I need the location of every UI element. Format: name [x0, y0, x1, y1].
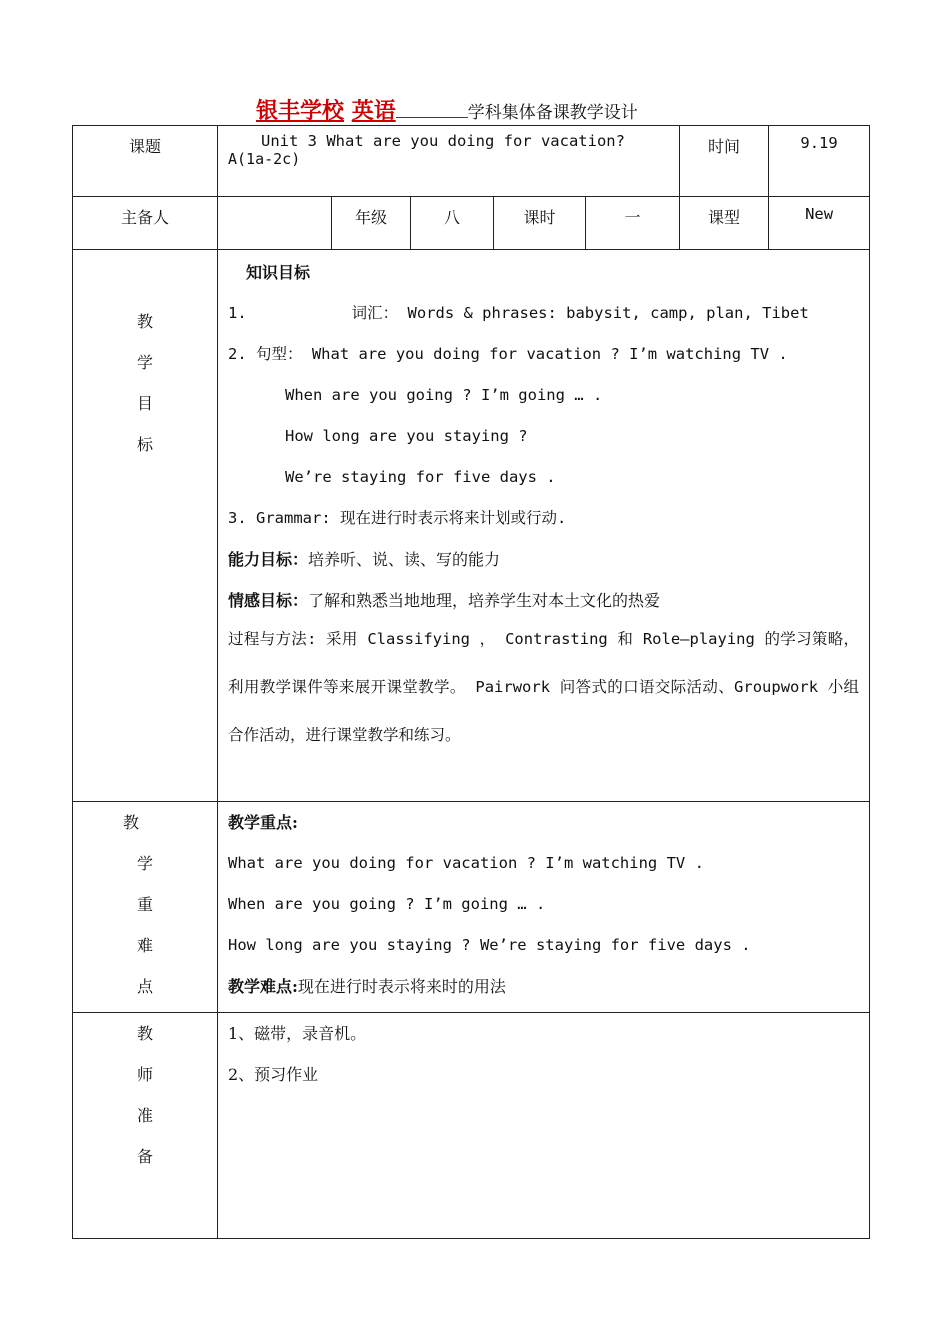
keypoints-label — [73, 802, 218, 1013]
preparation-label-char: 师 — [136, 1065, 153, 1084]
time-value: 9.19 — [769, 126, 870, 197]
keypoints-label-char: 点 — [136, 977, 153, 996]
keypoints-row — [73, 802, 870, 1013]
keypoints-label-char: 教 — [123, 813, 140, 832]
preparation-content — [218, 1013, 870, 1239]
vocab-text: 词汇： Words & phrases: babysit, camp, plan, Tibet — [351, 304, 809, 322]
lesson-plan-table — [72, 125, 870, 1239]
topic-cell — [218, 126, 680, 197]
focus-title: 教学重点: — [228, 813, 298, 832]
topic-label: 课题 — [73, 126, 218, 197]
document-title — [256, 94, 638, 125]
preparation-label-char: 教 — [136, 1024, 153, 1043]
period-label: 课时 — [494, 197, 586, 250]
difficulty-title: 教学难点: — [228, 977, 298, 996]
preparer-label: 主备人 — [73, 197, 218, 250]
objectives-content — [218, 250, 870, 802]
pattern-line-3: How long are you staying ? — [285, 427, 528, 445]
topic-title: Unit 3 What are you doing for vacation? — [261, 132, 625, 150]
preparer-value — [218, 197, 332, 250]
keypoints-label-char: 重 — [136, 895, 153, 914]
subject-name: 英语 — [351, 98, 396, 124]
type-label: 课型 — [680, 197, 769, 250]
emotion-text: 了解和熟悉当地地理，培养学生对本土文化的热爱 — [308, 591, 661, 610]
pattern-line-4: We’re staying for five days . — [285, 468, 556, 486]
ability-text: 培养听、说、读、写的能力 — [308, 550, 501, 569]
keypoints-label-char: 难 — [136, 936, 153, 955]
objectives-label-char: 学 — [136, 353, 153, 372]
ability-line — [228, 539, 859, 580]
objectives-label — [73, 250, 218, 802]
topic-subtitle: A(1a-2c) — [228, 150, 301, 168]
info-row — [73, 197, 870, 250]
objectives-label-char: 目 — [136, 394, 153, 413]
type-value: New — [769, 197, 870, 250]
difficulty-line — [228, 966, 859, 1007]
preparation-label — [73, 1013, 218, 1239]
grade-label: 年级 — [332, 197, 411, 250]
title-suffix: 学科集体备课教学设计 — [467, 103, 638, 123]
pattern-line-1: 2. 句型： What are you doing for vacation ? I’m watching TV . — [228, 345, 788, 363]
grammar-line: 3. Grammar: 现在进行时表示将来计划或行动. — [228, 509, 567, 527]
focus-line-3: How long are you staying ? We’re staying for five days . — [228, 936, 751, 954]
title-underline-blank — [396, 99, 468, 118]
time-label: 时间 — [680, 126, 769, 197]
emotion-title: 情感目标： — [228, 591, 309, 610]
grade-value: 八 — [411, 197, 494, 250]
objectives-label-char: 教 — [136, 312, 153, 331]
preparation-item-2: 2、预习作业 — [228, 1065, 319, 1084]
topic-row — [73, 126, 870, 197]
objectives-row — [73, 250, 870, 802]
objectives-label-char: 标 — [136, 435, 153, 454]
preparation-label-char: 准 — [136, 1106, 153, 1125]
focus-line-1: What are you doing for vacation ? I’m watching TV . — [228, 854, 704, 872]
difficulty-text: 现在进行时表示将来时的用法 — [297, 977, 506, 996]
process-paragraph: 过程与方法: 采用 Classifying ， Contrasting 和 Role—playing 的学习策略，利用教学课件等来展开课堂教学。 Pairwork 问答式的口语交际活动、Groupwork 小组合作活动，进行课堂教学和练习。 — [228, 630, 860, 744]
focus-line-2: When are you going ? I’m going … . — [228, 895, 546, 913]
preparation-item-1: 1、磁带，录音机。 — [228, 1024, 367, 1043]
knowledge-title: 知识目标 — [246, 263, 311, 282]
period-value: 一 — [586, 197, 680, 250]
vocab-number: 1. — [228, 304, 247, 322]
preparation-row — [73, 1013, 870, 1239]
keypoints-content — [218, 802, 870, 1013]
pattern-line-2: When are you going ? I’m going … . — [285, 386, 603, 404]
preparation-label-char: 备 — [136, 1147, 153, 1166]
school-name: 银丰学校 — [256, 98, 345, 124]
vocab-line — [228, 293, 859, 334]
ability-title: 能力目标： — [228, 550, 309, 569]
keypoints-label-char: 学 — [136, 854, 153, 873]
